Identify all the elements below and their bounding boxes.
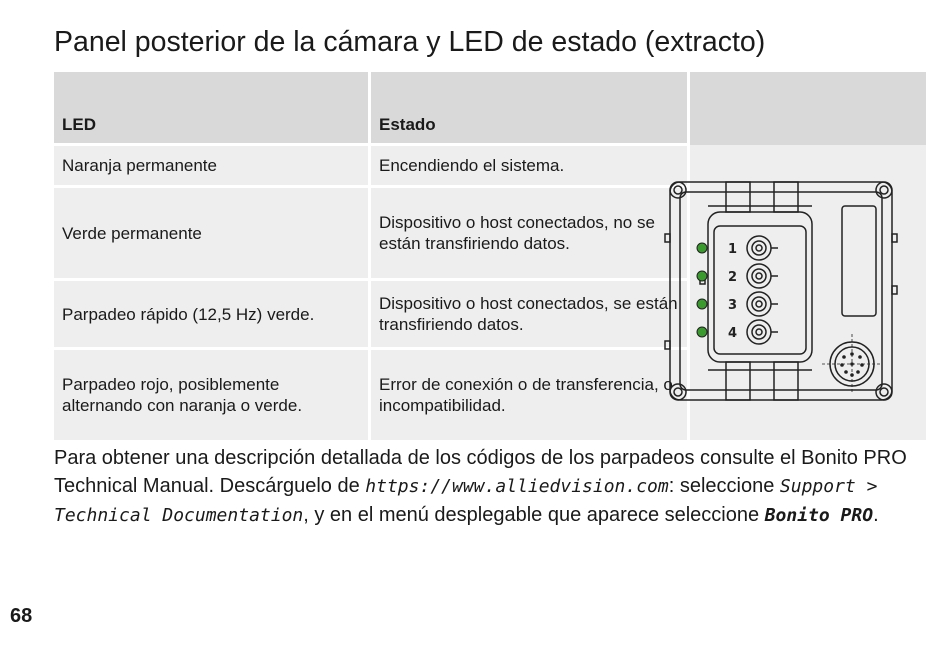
status-led-icon <box>697 271 707 281</box>
table-header-row <box>54 72 926 145</box>
cell-led: Verde permanente <box>54 187 370 280</box>
cell-led: Parpadeo rápido (12,5 Hz) verde. <box>54 280 370 349</box>
bottom-tab <box>774 362 798 400</box>
status-led-icon <box>697 327 707 337</box>
side-slot <box>842 206 876 316</box>
cell-led: Parpadeo rojo, posiblemente alternando con naranja o verde. <box>54 349 370 441</box>
instructions-paragraph <box>54 444 934 530</box>
cell-estado: Dispositivo o host conectados, no se están transfiriendo datos. <box>370 187 689 280</box>
coax-port-2-icon <box>747 264 771 288</box>
website-link[interactable]: https://www.alliedvision.com <box>365 476 669 497</box>
corner-screw-icon <box>670 384 686 400</box>
product-name: Bonito PRO <box>764 505 874 526</box>
page-number: 68 <box>10 605 33 627</box>
column-header-led: LED <box>54 72 370 145</box>
cell-estado: Encendiendo el sistema. <box>370 145 689 187</box>
paragraph-text: , y en el menú desplegable que aparece seleccione <box>303 504 765 526</box>
corner-screw-icon <box>876 182 892 198</box>
coax-port-3-icon <box>747 292 771 316</box>
paragraph-text: : seleccione <box>668 475 780 497</box>
column-header-diagram <box>689 72 927 145</box>
corner-screw-icon <box>670 182 686 198</box>
status-led-icon <box>697 299 707 309</box>
cell-led: Naranja permanente <box>54 145 370 187</box>
cell-estado: Error de conexión o de transferencia, o incompatibilidad. <box>370 349 689 441</box>
coax-port-4-icon <box>747 320 771 344</box>
page-title: Panel posterior de la cámara y LED de estado (extracto) <box>54 26 766 58</box>
port-label: 3 <box>728 298 738 313</box>
corner-screw-icon <box>876 384 892 400</box>
camera-body-outline <box>670 182 892 400</box>
column-header-estado: Estado <box>370 72 689 145</box>
top-tab <box>726 182 750 212</box>
top-tab <box>774 182 798 212</box>
bottom-tab <box>726 362 750 400</box>
camera-back-panel-diagram <box>662 176 898 406</box>
paragraph-text: . <box>873 504 879 526</box>
port-label: 2 <box>728 270 738 285</box>
menu-path: Support > Technical Documentation <box>54 476 878 526</box>
port-label: 1 <box>728 242 738 257</box>
paragraph-text: Para obtener una descripción detallada de los códigos de los parpadeos consulte el Bonito PRO Technical Manual. Descárguelo de <box>54 447 907 497</box>
cell-estado: Dispositivo o host conectados, se están transfiriendo datos. <box>370 280 689 349</box>
coax-port-1-icon <box>747 236 771 260</box>
status-led-icon <box>697 243 707 253</box>
port-label: 4 <box>728 326 738 341</box>
